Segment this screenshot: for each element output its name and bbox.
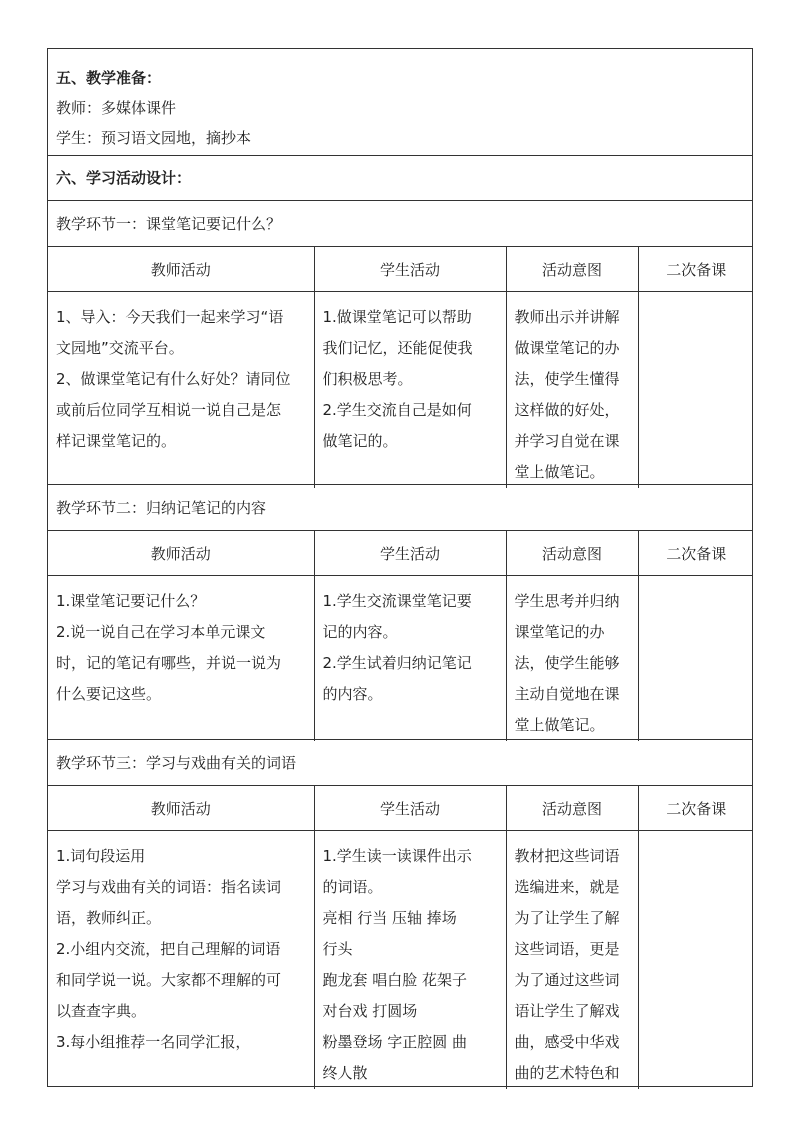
teaching-preparation-section (48, 49, 752, 156)
student-line: 记的内容。 (322, 623, 398, 641)
teacher-line: 2.说一说自己在学习本单元课文 (56, 623, 266, 641)
step3-table (48, 786, 752, 831)
teacher-line: 样记课堂笔记的。 (56, 432, 177, 450)
teacher-line: 时，记的笔记有哪些，并说一说为 (56, 654, 282, 672)
col-teacher-activity: 教师活动 (48, 786, 314, 830)
col-activity-intent: 活动意图 (506, 247, 638, 291)
student-line: 1.学生交流课堂笔记要 (322, 592, 472, 610)
col-student-activity: 学生活动 (314, 531, 506, 575)
teacher-line: 1.课堂笔记要记什么？ (56, 592, 206, 610)
intent-line: 教师出示并讲解 (514, 308, 620, 326)
teacher-line: 文园地”交流平台。 (56, 339, 184, 357)
student-line: 1.做课堂笔记可以帮助 (322, 308, 472, 326)
preparation-heading: 五、教学准备： (56, 69, 162, 87)
intent-line: 这样做的好处， (514, 401, 620, 419)
column-header-row (48, 531, 754, 575)
activity-design-heading: 六、学习活动设计： (48, 156, 752, 201)
student-line: 的内容。 (322, 685, 383, 703)
second-prep-cell (638, 292, 754, 488)
step2-table (48, 531, 752, 576)
step2-title: 教学环节二：归纳记笔记的内容 (48, 485, 752, 531)
student-line: 2.学生试着归纳记笔记 (322, 654, 472, 672)
step1-title: 教学环节一：课堂笔记要记什么？ (48, 201, 752, 247)
teacher-line: 或前后位同学互相说一说自己是怎 (56, 401, 282, 419)
intent-line: 为了通过这些词 (514, 971, 620, 989)
col-student-activity: 学生活动 (314, 247, 506, 291)
step2-content (48, 576, 752, 740)
table-row (48, 292, 754, 488)
intent-line: 语让学生了解戏 (514, 1002, 620, 1020)
col-second-prep: 二次备课 (666, 799, 727, 818)
second-prep-cell (638, 831, 754, 1089)
col-activity-intent: 活动意图 (506, 531, 638, 575)
teacher-line: 2.小组内交流，把自己理解的词语 (56, 940, 281, 958)
intent-line: 曲的艺术特色和 (514, 1064, 620, 1082)
student-line: 们积极思考。 (322, 370, 413, 388)
column-header-row (48, 786, 754, 830)
student-line: 粉墨登场 字正腔圆 曲 (322, 1033, 468, 1051)
teacher-line: 1.词句段运用 (56, 847, 146, 865)
intent-line: 曲，感受中华戏 (514, 1033, 620, 1051)
teacher-line: 学习与戏曲有关的词语：指名读词 (56, 878, 282, 896)
preparation-teacher: 教师：多媒体课件 (56, 99, 177, 117)
student-line: 的词语。 (322, 878, 383, 896)
teacher-line: 以查查字典。 (56, 1002, 147, 1020)
step3-content (48, 831, 752, 1087)
step1-content (48, 292, 752, 485)
lesson-plan-page (47, 48, 753, 1087)
table-row (48, 576, 754, 741)
teacher-line: 和同学说一说。大家都不理解的可 (56, 971, 282, 989)
student-line: 做笔记的。 (322, 432, 398, 450)
student-line: 1.学生读一读课件出示 (322, 847, 472, 865)
step3-title: 教学环节三：学习与戏曲有关的词语 (48, 740, 752, 786)
teacher-line: 2、做课堂笔记有什么好处？请同位 (56, 370, 291, 388)
intent-line: 堂上做笔记。 (514, 716, 605, 734)
intent-line: 为了让学生了解 (514, 909, 620, 927)
intent-line: 法，使学生懂得 (514, 370, 620, 388)
col-teacher-activity: 教师活动 (48, 247, 314, 291)
intent-line: 教材把这些词语 (514, 847, 620, 865)
student-line: 行头 (322, 940, 353, 958)
intent-line: 做课堂笔记的办 (514, 339, 620, 357)
intent-line: 选编进来，就是 (514, 878, 620, 896)
column-header-row (48, 247, 754, 291)
col-activity-intent: 活动意图 (506, 786, 638, 830)
col-second-prep: 二次备课 (666, 260, 727, 279)
preparation-student: 学生：预习语文园地，摘抄本 (56, 129, 252, 147)
teacher-line: 1、导入：今天我们一起来学习“语 (56, 308, 284, 326)
teacher-line: 3.每小组推荐一名同学汇报， (56, 1033, 251, 1051)
intent-line: 法，使学生能够 (514, 654, 620, 672)
student-line: 亮相 行当 压轴 捧场 (322, 909, 457, 927)
second-prep-cell (638, 576, 754, 741)
intent-line: 并学习自觉在课 (514, 432, 620, 450)
col-teacher-activity: 教师活动 (48, 531, 314, 575)
col-second-prep: 二次备课 (666, 544, 727, 563)
intent-line: 这些词语，更是 (514, 940, 620, 958)
student-line: 跑龙套 唱白脸 花架子 (322, 971, 468, 989)
student-line: 对台戏 打圆场 (322, 1002, 418, 1020)
intent-line: 主动自觉地在课 (514, 685, 620, 703)
step1-table (48, 247, 752, 292)
intent-line: 学生思考并归纳 (514, 592, 620, 610)
student-line: 2.学生交流自己是如何 (322, 401, 472, 419)
intent-line: 堂上做笔记。 (514, 463, 605, 481)
intent-line: 课堂笔记的办 (514, 623, 605, 641)
table-row (48, 831, 754, 1089)
col-student-activity: 学生活动 (314, 786, 506, 830)
teacher-line: 什么要记这些。 (56, 685, 162, 703)
teacher-line: 语，教师纠正。 (56, 909, 162, 927)
student-line: 我们记忆，还能促使我 (322, 339, 473, 357)
student-line: 终人散 (322, 1064, 368, 1082)
